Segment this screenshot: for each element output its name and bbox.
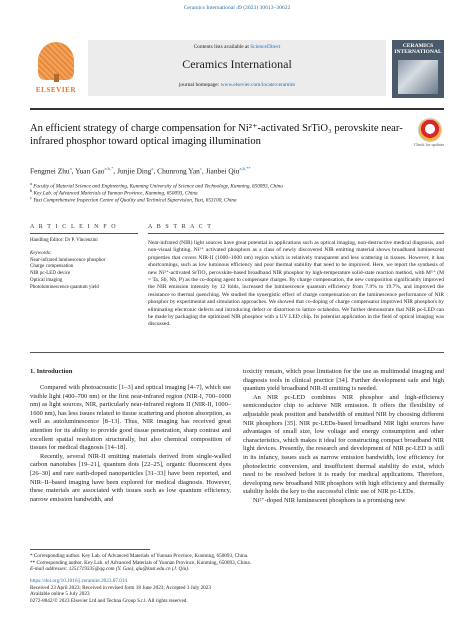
cover-image — [398, 60, 438, 94]
affil-sup: c — [30, 195, 32, 200]
author-name[interactable]: Jianbei Qiu — [205, 166, 240, 176]
author-affil-sup[interactable]: c — [199, 166, 202, 171]
homepage-prefix: journal homepage: — [178, 82, 220, 88]
copyright: 0272-8842/© 2023 Elsevier Ltd and Techna Group S.r.l. All rights reserved. — [30, 597, 188, 604]
homepage-link[interactable]: www.elsevier.com/locate/ceramint — [220, 82, 296, 88]
elsevier-logo[interactable] — [30, 40, 82, 98]
article-title: An efficient strategy of charge compensation for Ni²⁺-activated SrTiO₃ perovskite near-infrared phosphor toward optical imaging illumination — [30, 123, 403, 147]
contents-prefix: Contents lists available at — [193, 44, 249, 50]
journal-banner — [88, 40, 386, 96]
email-addresses: E-mail addresses: 1251719335@qq.com (Y. Gao), qiu@kust.edu.cn (J. Qiu). — [30, 566, 190, 573]
intro-paragraph: Recently, several NIR-II emitting materials derived from single-walled carbon nanotubes [19–21], quantum dots [22–25], organic fluorescent dyes [26–30] and rare earth-doped nanoparticles [31–33] have been reported, and NIR–II–based imaging have been explored for medical diagnosis. However, these materials are associated with issues such as low quantum efficiency, narrow emission bandwidth, and — [30, 452, 231, 503]
article-info — [30, 238, 138, 292]
author-affil-sup[interactable]: a,b,* — [104, 166, 114, 171]
received-dates: Received 23 April 2023; Received in revised form 18 June 2023; Accepted 3 July 2023 — [30, 584, 211, 591]
author-affil-sup[interactable]: a — [69, 166, 72, 171]
cover-title: CERAMICS INTERNATIONAL — [394, 43, 442, 55]
sciencedirect-link[interactable]: ScienceDirect — [250, 44, 281, 50]
homepage-line — [88, 82, 386, 88]
keyword: Near-infrared luminescence phosphor — [30, 257, 106, 263]
affil-sup: b — [30, 188, 33, 193]
author-name[interactable]: Chunrong Yan — [157, 166, 200, 176]
affil-text: Yuxi Comprehensive Inspection Centre of Quality and Technical Supervision, Yuxi, 653100, China — [33, 197, 237, 204]
available-online: Available online 5 July 2023 — [30, 591, 90, 598]
crossmark-icon[interactable] — [418, 118, 442, 142]
journal-title[interactable]: Ceramics International — [182, 57, 292, 71]
author-name[interactable]: Yuan Gao — [75, 166, 105, 176]
doi-link[interactable]: https://doi.org/10.1016/j.ceramint.2023.07.014 — [30, 578, 128, 584]
article-dates — [30, 578, 444, 604]
intro-right-column — [243, 368, 444, 506]
author-list: Fengmei Zhu$^a$, Yuan Gao$^{a,b,*}$, Junjie Ding$^a$, Chunrong Yan$^c$, Jianbei Qiu$^{a,b,**}$ — [30, 166, 251, 176]
journal-header — [30, 40, 444, 102]
tree-trunk-icon — [54, 74, 59, 82]
keyword: NIR pc-LED device — [30, 271, 71, 277]
corresponding-author-2: ** Corresponding author. Key Lab. of Advanced Materials of Yunnan Province, Kunming, 650093, China. — [30, 559, 251, 566]
header-divider — [30, 108, 444, 110]
journal-citation: Ceramics International 49 (2023) 30613–30622 — [183, 5, 291, 11]
keyword: Photoluminescence quantum yield — [30, 284, 99, 290]
article-info-heading: A R T I C L E I N F O — [30, 224, 118, 230]
abstract-bottom-rule — [30, 352, 444, 353]
publisher-logo-text: ELSEVIER — [35, 86, 77, 94]
affil-sup: a — [30, 181, 32, 186]
footnotes — [30, 553, 444, 573]
abstract-heading: A B S T R A C T — [148, 224, 213, 230]
author-affil-sup[interactable]: a,b,** — [239, 166, 251, 171]
crossmark-label: Check for updates — [413, 142, 445, 147]
keywords-label: Keywords: — [30, 250, 52, 256]
handling-editor: Handling Editor: Dr P. Vincenzini — [30, 238, 98, 243]
intro-left-column — [30, 384, 231, 504]
abstract-rule — [148, 233, 444, 234]
journal-cover[interactable] — [392, 40, 444, 98]
article-info-rule — [30, 233, 138, 234]
intro-paragraph: An NIR pc-LED combines NIR phosphor and high-efficiency semiconductor chip to achieve NIR emission. It offers the flexibility of adjustable peak position and bandwidth of emitted NIR by choosing different NIR phosphors [35]. NIR pc-LEDs-based broadband NIR light sources have advantages of small size, low voltage and energy consumption and other characteristics, which makes it ideal for constructing compact broadband NIR light devices. Presently, the research and development of NIR pc-LED is still in its infancy, issues such as narrow emission bandwidth, low efficiency for photoelectric conversion, and insufficient thermal stability do exist, which need to be resolved before it is ready for medical applications. Therefore, developing new broadband NIR phosphors with high efficiency and thermally stability holds the key to the successful clinic use of NIR pc-LEDs. — [243, 393, 444, 496]
affiliation — [30, 195, 444, 204]
affil-text: Key Lab. of Advanced Materials of Yunnan Province, Kunming, 650093, China — [33, 190, 198, 197]
section-heading-introduction: 1. Introduction — [30, 368, 73, 375]
contents-line — [88, 44, 386, 50]
corresponding-author-1: * Corresponding author. Key Lab. of Advanced Materials of Yunnan Province, Kunming, 650093, China. — [30, 553, 249, 559]
footnote-rule — [30, 549, 150, 550]
author-name[interactable]: Fengmei Zhu — [30, 166, 70, 176]
author-affil-sup[interactable]: a — [151, 166, 154, 171]
intro-paragraph: Ni²⁺-doped NIR luminescent phosphors is a promising new — [253, 496, 406, 504]
author-name[interactable]: Junjie Ding — [117, 166, 152, 176]
keyword: Optical imaging — [30, 277, 63, 283]
intro-paragraph: toxicity remain, which pose limitation for the use as multimodal imaging and diagnosis tools in clinical practice [34]. Further development safe and high quantum yield broadband NIR-II emitting is needed. — [243, 368, 444, 393]
keyword: Charge compensation — [30, 264, 74, 270]
intro-paragraph: Compared with photoacoustic [1–3] and optical imaging [4–7], which use visible light (400–700 nm) or the first near-infrared region (NIR-I, 700–1000 nm) as light sources, NIR, particularly near-infrared regions II (NIR-II, 1000–1600 nm), has less issues related to tissue scattering and photon absorption, as well as autoluminescence [8–13]. Thus, NIR imaging has received great attention for its ability to provide good tissue penetration, sharp contrast and excellent spatial resolution structurally, but also chemical composition of tissues for medical diagnosis [14–18]. — [30, 384, 231, 452]
affil-text: Faculty of Material Science and Engineering, Kunming University of Science and Technology, Kunming, 650093, China — [33, 183, 283, 190]
abstract-text: Near-infrared (NIR) light sources have great potential in applications such as optical imaging, non-destructive medical diagnosis, and non-visual lighting. Ni²⁺ activated phosphors as a class of newly discovered NIR emitting material shows broadband luminescent properties that covers NIR-II (1000–1600 nm) region which is relatively transparent and less scattering in tissues. However, it has shortcomings, such as low luminous efficiency and poor thermal stability that need to be improved. Here, we report the synthesis of new Ni²⁺-activated SrTiO₃ perovskite-based broadband NIR phosphor by high-temperature solid-state reaction method, with M⁵⁺ (M = Ta, Sb, Nb, P) as the co-doping agent to compensate charges. By charge compensation, the new composition significantly improved the NIR emission intensity by 12 folds, increased the luminescence quantum efficiency from 7.9% to 19.7%, and improved the resistance to thermal quenching. We studied the synergistic effect of charge compensation on the luminescence performance of NIR phosphor by experimental and simulation approaches. We showed that co-doping of charge compensator improved NIR phosphors by eliminating electronic defects and introducing defect or distortion to lattice octahedra. We further demonstrate that NIR pc-LED can be made by packaging the optimized NIR phosphor with a UV LED chip. Its potential application in the field of optical imaging was discussed. — [148, 240, 444, 328]
